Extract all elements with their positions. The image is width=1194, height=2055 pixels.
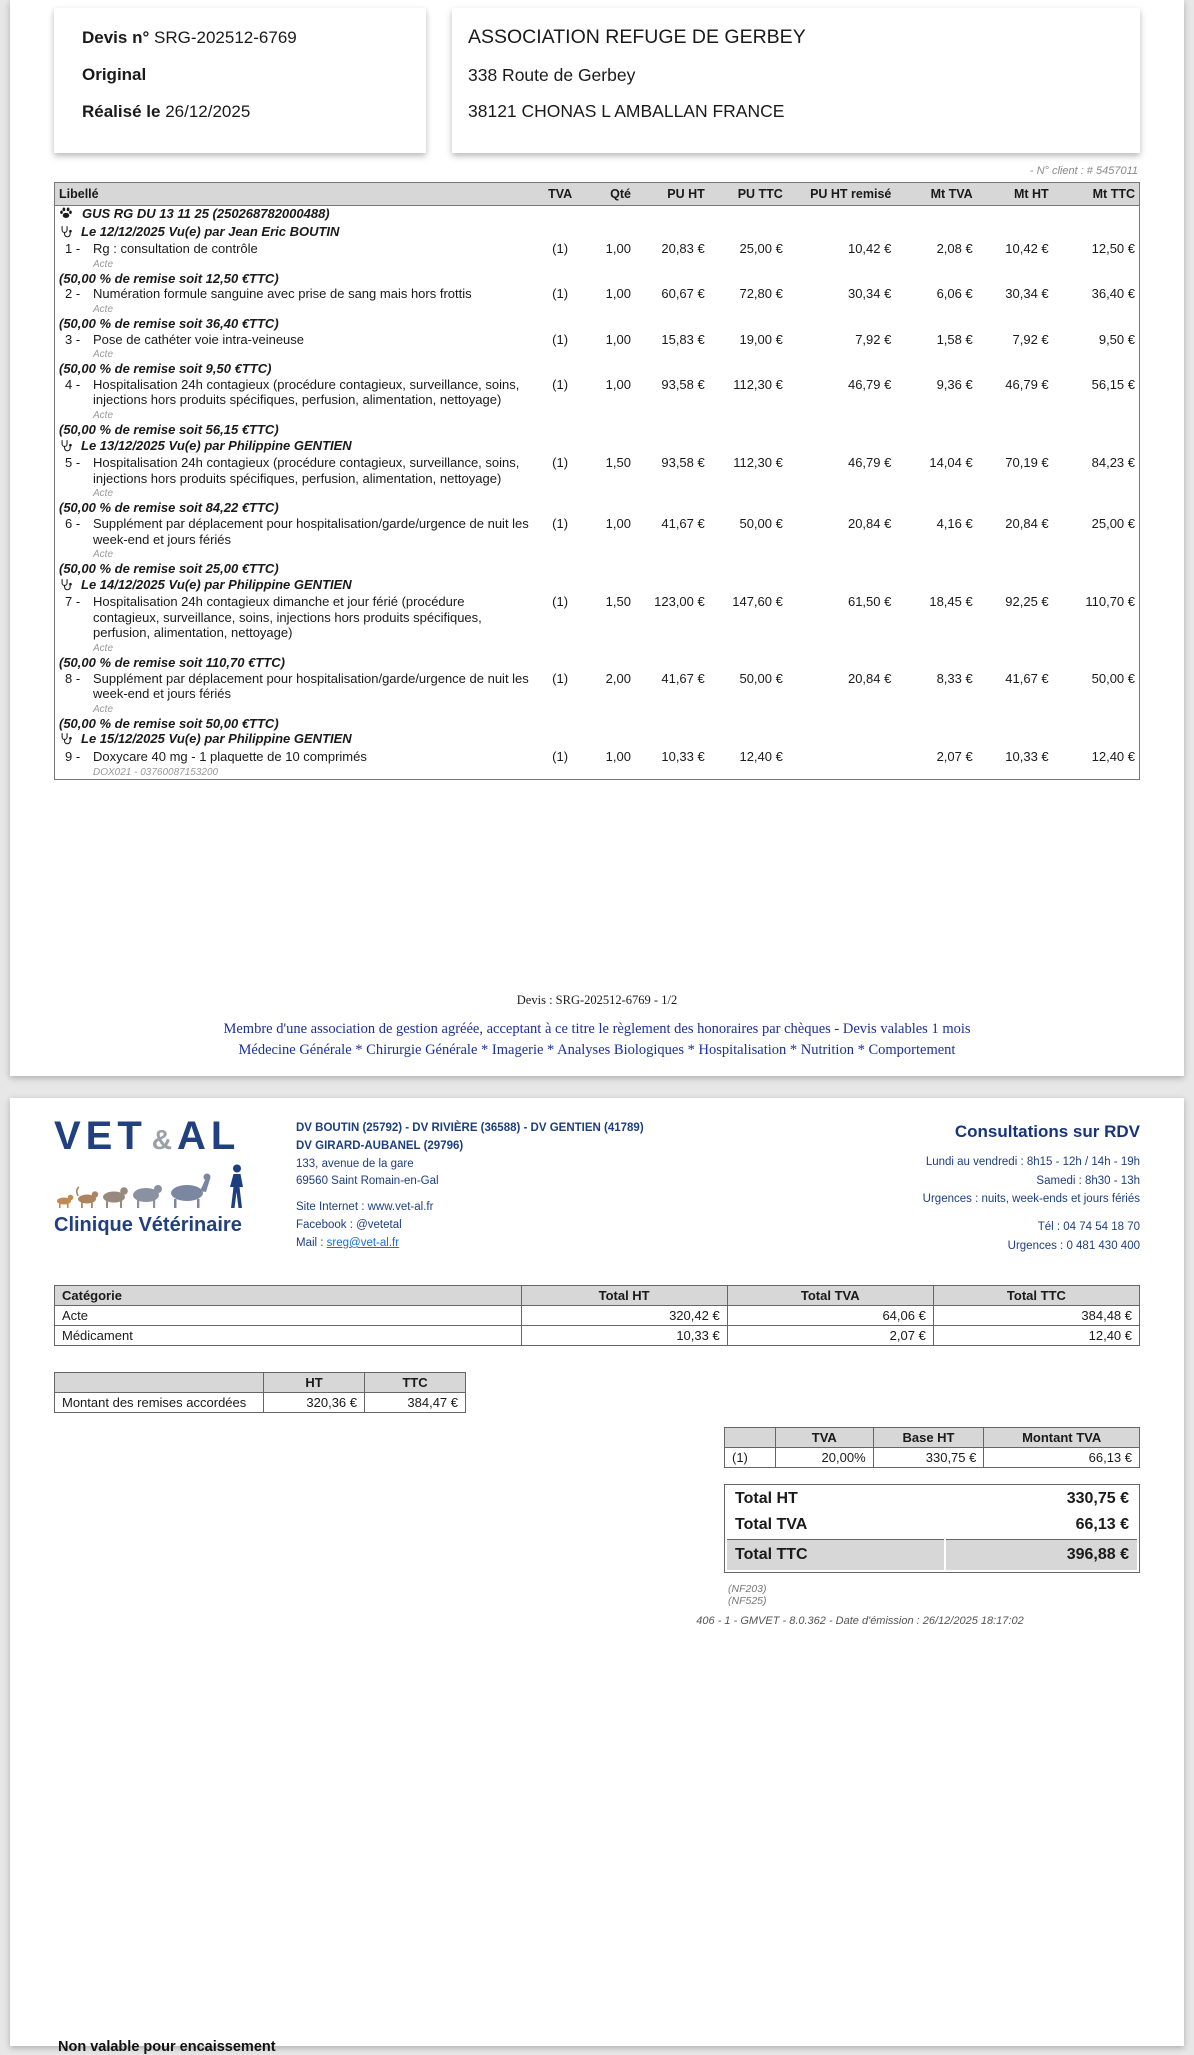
item-pu-ht: 15,83 € (661, 331, 705, 347)
col-pu-ttc: PU TTC (709, 183, 787, 206)
item-mt-ht: 92,25 € (1005, 594, 1049, 610)
visit-header-row (55, 438, 1140, 456)
col-categorie: Catégorie (55, 1286, 522, 1306)
item-pu-ht: 93,58 € (661, 376, 705, 392)
item-qty: 1,50 (605, 594, 631, 610)
item-category: DOX021 - 03760087153200 (93, 766, 219, 778)
mail-link[interactable]: sreg@vet-al.fr (326, 1236, 400, 1249)
col-vat: TVA (776, 1428, 874, 1448)
item-row (55, 241, 1140, 271)
discount-note-row (55, 500, 1140, 516)
item-pu-ht-remise: 10,42 € (847, 241, 892, 257)
item-mt-ttc: 50,00 € (1091, 670, 1135, 686)
grand-totals-table (724, 1484, 1140, 1573)
item-qty: 1,00 (605, 749, 631, 765)
item-qty: 1,00 (605, 515, 631, 531)
item-qty: 1,50 (605, 455, 631, 471)
item-mt-ttc: 9,50 € (1098, 331, 1135, 347)
item-mt-ttc: 36,40 € (1091, 286, 1135, 302)
visit-header-row (55, 224, 1140, 242)
item-tva: (1) (552, 670, 569, 686)
item-pu-ttc: 12,40 € (739, 749, 783, 765)
col-pu-ht: PU HT (635, 183, 709, 206)
discount-note-row (55, 316, 1140, 332)
rdv-hours-weekdays: Lundi au vendredi : 8h15 - 12h / 14h - 19h (925, 1156, 1140, 1169)
col-tva: TVA (537, 183, 583, 206)
item-label: Rg : consultation de contrôle (93, 241, 258, 257)
clinic-address-2: 69560 Saint Romain-en-Gal (296, 1175, 439, 1188)
item-pu-ht-remise: 46,79 € (847, 455, 892, 471)
cat-ht: 320,42 € (521, 1306, 727, 1326)
item-label: Pose de cathéter voie intra-veineuse (93, 331, 305, 347)
clinic-facebook: Facebook : @vetetal (296, 1219, 402, 1232)
item-pu-ttc: 50,00 € (739, 670, 783, 686)
clinic-website: Site Internet : www.vet-al.fr (296, 1201, 434, 1214)
item-number: 4 - (65, 376, 81, 392)
item-mt-tva: 8,33 € (936, 670, 973, 686)
item-pu-ht-remise: 7,92 € (855, 331, 892, 347)
items-table-header (55, 183, 1140, 206)
item-tva: (1) (552, 594, 569, 610)
item-qty: 1,00 (605, 241, 631, 257)
item-mt-ht: 7,92 € (1012, 331, 1049, 347)
item-mt-tva: 1,58 € (936, 331, 973, 347)
item-pu-ttc: 25,00 € (739, 241, 783, 257)
item-tva: (1) (552, 331, 569, 347)
rdv-emergency-note: Urgences : nuits, week-ends et jours fériés (922, 1192, 1140, 1205)
logo-al: AL (177, 1114, 241, 1158)
client-address-2: 38121 CHONAS L AMBALLAN FRANCE (468, 101, 785, 121)
item-pu-ttc: 19,00 € (739, 331, 783, 347)
discount-ht: 320,36 € (264, 1393, 365, 1413)
col-mt-tva: Mt TVA (895, 183, 976, 206)
legal-note (54, 1019, 1140, 1063)
item-label: Numération formule sanguine avec prise de sang mais hors frottis (93, 286, 472, 302)
rdv-title: Consultations sur RDV (954, 1122, 1140, 1141)
item-pu-ht: 41,67 € (661, 670, 705, 686)
devis-info-card (54, 8, 426, 153)
client-name: ASSOCIATION REFUGE DE GERBEY (468, 26, 806, 48)
item-category: Acte (93, 303, 114, 315)
item-mt-tva: 9,36 € (936, 376, 973, 392)
item-category: Acte (93, 643, 114, 655)
discount-note: (50,00 % de remise soit 25,00 €TTC) (59, 561, 279, 577)
client-info-card (452, 8, 1140, 153)
clinic-logo-text (54, 1116, 272, 1156)
item-tva: (1) (552, 286, 569, 302)
stethoscope-icon (59, 578, 72, 595)
item-number: 5 - (65, 455, 81, 471)
item-number: 7 - (65, 594, 81, 610)
item-category: Acte (93, 258, 114, 270)
discount-note-row (55, 561, 1140, 577)
vat-rate: 20,00% (776, 1448, 874, 1468)
item-label: Hospitalisation 24h contagieux (procédure contagieux, surveillance, soins, injections hors produits spécifiques, perfusion, alimentation, nettoyage) (93, 376, 520, 408)
mail-label: Mail : (296, 1236, 327, 1249)
animal-name: GUS RG DU 13 11 25 (250268782000488) (82, 206, 330, 221)
cat-label: Médicament (55, 1326, 522, 1346)
visit-label: Le 14/12/2025 Vu(e) par Philippine GENTIEN (81, 576, 352, 592)
item-tva: (1) (552, 749, 569, 765)
item-mt-ttc: 12,50 € (1091, 241, 1135, 257)
item-row (55, 455, 1140, 500)
total-tva-label: Total TVA (735, 1516, 808, 1534)
item-label: Supplément par déplacement pour hospitalisation/garde/urgence de nuit les week-end et jours fériés (93, 515, 529, 547)
item-mt-ttc: 56,15 € (1091, 376, 1135, 392)
devis-number-line (82, 28, 410, 48)
category-row-acte (55, 1306, 1140, 1326)
total-ttc-label: Total TTC (727, 1539, 944, 1570)
vat-table (724, 1427, 1140, 1468)
item-pu-ttc: 72,80 € (739, 286, 783, 302)
item-row (55, 671, 1140, 716)
rdv-hours-saturday: Samedi : 8h30 - 13h (1036, 1174, 1140, 1187)
item-mt-tva: 18,45 € (929, 594, 973, 610)
item-category: Acte (93, 409, 114, 421)
clinic-header (54, 1098, 1140, 1255)
item-pu-ttc: 50,00 € (739, 515, 783, 531)
item-qty: 2,00 (605, 670, 631, 686)
total-ttc-row (727, 1539, 1137, 1570)
item-pu-ht: 10,33 € (661, 749, 705, 765)
col-total-tva: Total TVA (727, 1286, 933, 1306)
item-mt-ht: 30,34 € (1005, 286, 1049, 302)
item-mt-ttc: 110,70 € (1085, 594, 1135, 610)
discount-empty-header (55, 1373, 264, 1393)
item-mt-tva: 4,16 € (936, 515, 973, 531)
discount-note: (50,00 % de remise soit 50,00 €TTC) (59, 715, 279, 731)
cat-ht: 10,33 € (521, 1326, 727, 1346)
item-row (55, 377, 1140, 422)
item-mt-tva: 2,08 € (936, 241, 973, 257)
item-category: Acte (93, 703, 114, 715)
total-ht-value: 330,75 € (1066, 1490, 1129, 1508)
item-category: Acte (93, 488, 114, 500)
discount-note-row (55, 422, 1140, 438)
item-row (55, 749, 1140, 779)
legal-line-1: Membre d'une association de gestion agréée, acceptant à ce titre le règlement des honoraires par chèques - Devis valables 1 mois (223, 1020, 971, 1037)
item-pu-ht: 93,58 € (661, 455, 705, 471)
visit-label: Le 12/12/2025 Vu(e) par Jean Eric BOUTIN (81, 223, 340, 239)
vat-empty-header (725, 1428, 776, 1448)
item-pu-ht-remise: 20,84 € (847, 515, 892, 531)
totals-column (724, 1427, 1140, 1607)
item-mt-ttc: 12,40 € (1091, 749, 1135, 765)
item-pu-ht-remise (787, 749, 896, 779)
category-totals-table (54, 1285, 1140, 1346)
item-mt-ht: 10,33 € (1005, 749, 1049, 765)
item-mt-ht: 10,42 € (1005, 241, 1049, 257)
item-pu-ht-remise: 30,34 € (847, 286, 892, 302)
quote-header (54, 0, 1140, 153)
item-number: 2 - (65, 286, 81, 302)
item-pu-ht: 60,67 € (661, 286, 705, 302)
item-tva: (1) (552, 241, 569, 257)
visit-label: Le 13/12/2025 Vu(e) par Philippine GENTIEN (81, 437, 352, 453)
item-tva: (1) (552, 455, 569, 471)
nf203-note: (NF203) (728, 1583, 767, 1596)
item-mt-tva: 2,07 € (936, 749, 973, 765)
item-mt-ht: 46,79 € (1005, 376, 1049, 392)
item-number: 1 - (65, 241, 81, 257)
cat-ttc: 384,48 € (933, 1306, 1139, 1326)
col-libelle: Libellé (55, 183, 538, 206)
discount-note-row (55, 655, 1140, 671)
devis-date: 26/12/2025 (165, 102, 251, 121)
cat-tva: 2,07 € (727, 1326, 933, 1346)
cat-label: Acte (55, 1306, 522, 1326)
nf525-note: (NF525) (728, 1595, 767, 1608)
item-pu-ht: 20,83 € (661, 241, 705, 257)
client-reference: - N° client : # 5457011 (1029, 165, 1138, 177)
item-mt-ttc: 25,00 € (1091, 515, 1135, 531)
item-label: Hospitalisation 24h contagieux dimanche et jour férié (procédure contagieux, surveillance, soins, injections hors produits spécifiques, perfusion, alimentation, nettoyage) (93, 594, 482, 641)
col-total-ht: Total HT (521, 1286, 727, 1306)
discount-note: (50,00 % de remise soit 12,50 €TTC) (59, 270, 279, 286)
col-ht: HT (264, 1373, 365, 1393)
item-row (55, 286, 1140, 316)
col-montant-tva: Montant TVA (984, 1428, 1140, 1448)
emergency-phone: Urgences : 0 481 430 400 (1007, 1239, 1140, 1252)
total-tva-value: 66,13 € (1075, 1516, 1129, 1534)
item-pu-ttc: 112,30 € (733, 455, 783, 471)
animal-header-row (55, 206, 1140, 224)
item-label: Supplément par déplacement pour hospitalisation/garde/urgence de nuit les week-end et jours fériés (93, 670, 529, 702)
animal-silhouettes-icon (54, 1162, 254, 1210)
item-mt-ht: 41,67 € (1005, 670, 1049, 686)
visit-header-row (55, 731, 1140, 749)
item-category: Acte (93, 349, 114, 361)
cat-ttc: 12,40 € (933, 1326, 1139, 1346)
item-qty: 1,00 (605, 376, 631, 392)
cut-off-footer-text: Non valable pour encaissement (58, 2039, 276, 2055)
discount-note: (50,00 % de remise soit 9,50 €TTC) (59, 361, 272, 377)
clinic-phone: Tél : 04 74 54 18 70 (1037, 1221, 1140, 1234)
discount-note: (50,00 % de remise soit 110,70 €TTC) (59, 655, 285, 671)
item-tva: (1) (552, 515, 569, 531)
discount-note: (50,00 % de remise soit 84,22 €TTC) (59, 500, 279, 516)
page-separator (0, 1076, 1194, 1098)
item-mt-ttc: 84,23 € (1091, 455, 1135, 471)
item-row (55, 594, 1140, 655)
legal-line-2: Médecine Générale * Chirurgie Générale * Imagerie * Analyses Biologiques * Hospitalisation * Nutrition * Comportement (238, 1042, 956, 1059)
clinic-logo (54, 1116, 272, 1255)
item-number: 3 - (65, 331, 81, 347)
total-ht-label: Total HT (735, 1490, 798, 1508)
logo-ampersand: & (151, 1124, 173, 1155)
item-pu-ttc: 112,30 € (733, 376, 783, 392)
stethoscope-icon (59, 732, 72, 749)
total-ttc-value: 396,88 € (946, 1539, 1137, 1570)
item-label: Hospitalisation 24h contagieux (procédure contagieux, surveillance, soins, injections hors produits spécifiques, perfusion, alimentation, nettoyage) (93, 455, 520, 486)
vat-row (725, 1448, 1140, 1468)
col-base-ht: Base HT (873, 1428, 984, 1448)
item-row (55, 516, 1140, 561)
item-mt-tva: 6,06 € (936, 286, 973, 302)
item-mt-ht: 20,84 € (1005, 515, 1049, 531)
consultations-info (820, 1116, 1140, 1255)
discount-ttc: 384,47 € (365, 1393, 466, 1413)
cat-tva: 64,06 € (727, 1306, 933, 1326)
col-qte: Qté (583, 183, 635, 206)
devis-original: Original (82, 65, 147, 84)
clinic-name: Clinique Vétérinaire (54, 1214, 242, 1236)
page-1 (10, 0, 1184, 1076)
col-total-ttc: Total TTC (933, 1286, 1139, 1306)
col-mt-ht: Mt HT (977, 183, 1053, 206)
item-pu-ttc: 147,60 € (732, 594, 783, 610)
vets-line-1: DV BOUTIN (25792) - DV RIVIÈRE (36588) - DV GENTIEN (41789) (296, 1122, 644, 1134)
devis-number: SRG-202512-6769 (154, 28, 297, 47)
item-tva: (1) (552, 376, 569, 392)
discount-note-row (55, 716, 1140, 732)
col-mt-ttc: Mt TTC (1053, 183, 1140, 206)
discount-label: Montant des remises accordées (55, 1393, 264, 1413)
software-version-line: 406 - 1 - GMVET - 8.0.362 - Date d'émission : 26/12/2025 18:17:02 (696, 1615, 1024, 1628)
item-row (55, 332, 1140, 362)
stethoscope-icon (59, 439, 72, 456)
clinic-info (296, 1116, 796, 1255)
total-ht-row (727, 1487, 1137, 1511)
page-reference: Devis : SRG-202512-6769 - 1/2 (516, 993, 678, 1007)
discount-row (55, 1393, 466, 1413)
discounts-table (54, 1372, 466, 1413)
item-pu-ht-remise: 20,84 € (847, 670, 892, 686)
devis-label: Devis n° (82, 28, 150, 47)
item-qty: 1,00 (605, 331, 631, 347)
col-ttc: TTC (365, 1373, 466, 1393)
vets-line-2: DV GIRARD-AUBANEL (29796) (296, 1139, 464, 1152)
discount-note-row (55, 361, 1140, 377)
col-pu-ht-remise: PU HT remisé (787, 183, 896, 206)
clinic-address-1: 133, avenue de la gare (296, 1157, 414, 1170)
visit-header-row (55, 577, 1140, 595)
discount-note-row (55, 271, 1140, 287)
item-pu-ht-remise: 61,50 € (847, 594, 892, 610)
category-row-medicament (55, 1326, 1140, 1346)
paw-icon (59, 206, 73, 224)
item-pu-ht-remise: 46,79 € (847, 376, 892, 392)
vat-base: 330,75 € (873, 1448, 984, 1468)
clinic-mail-line (296, 1235, 796, 1253)
vat-code: (1) (725, 1448, 776, 1468)
item-category: Acte (93, 549, 114, 561)
item-number: 8 - (65, 670, 81, 686)
item-number: 6 - (65, 515, 81, 531)
stethoscope-icon (59, 225, 72, 242)
discount-note: (50,00 % de remise soit 36,40 €TTC) (59, 315, 279, 331)
devis-date-line (82, 102, 410, 122)
item-pu-ht: 123,00 € (654, 594, 705, 610)
visit-label: Le 15/12/2025 Vu(e) par Philippine GENTIEN (81, 731, 352, 747)
item-mt-tva: 14,04 € (929, 455, 973, 471)
page-2 (10, 1098, 1184, 2055)
total-tva-row (727, 1513, 1137, 1537)
item-qty: 1,00 (605, 286, 631, 302)
item-number: 9 - (65, 749, 81, 765)
item-label: Doxycare 40 mg - 1 plaquette de 10 comprimés (93, 749, 367, 765)
discount-note: (50,00 % de remise soit 56,15 €TTC) (59, 421, 279, 437)
client-address-1: 338 Route de Gerbey (468, 65, 636, 85)
item-pu-ht: 41,67 € (661, 515, 705, 531)
vat-amount: 66,13 € (984, 1448, 1140, 1468)
items-table (54, 182, 1140, 780)
item-mt-ht: 70,19 € (1005, 455, 1049, 471)
logo-vet: VET (54, 1114, 147, 1158)
devis-date-label: Réalisé le (82, 102, 161, 121)
